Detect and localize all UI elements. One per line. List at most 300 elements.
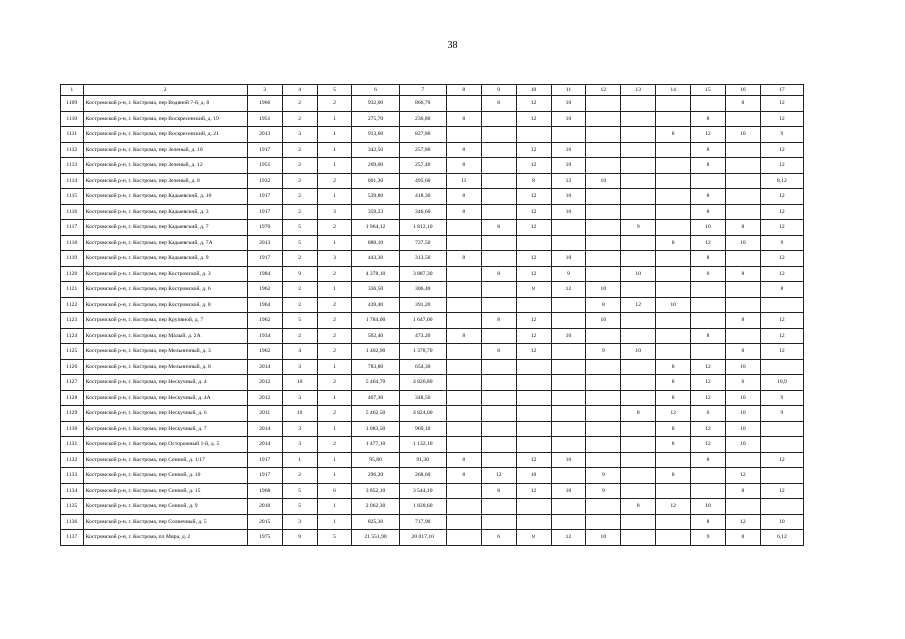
header-cell: 10 xyxy=(516,85,551,96)
table-cell xyxy=(656,204,691,220)
table-cell: 8 xyxy=(691,251,726,267)
address-cell: Костромской р-н, г. Кострома, пер Мельничный, д. 3 xyxy=(83,344,247,360)
table-cell: 418,30 xyxy=(399,189,446,205)
table-cell xyxy=(446,437,481,453)
table-cell: 8 xyxy=(656,468,691,484)
table-cell xyxy=(481,189,516,205)
table-cell xyxy=(656,220,691,236)
table-cell xyxy=(481,499,516,515)
table-cell: 12 xyxy=(725,514,760,530)
table-cell: 12 xyxy=(691,375,726,391)
table-cell: 342,50 xyxy=(352,142,399,158)
table-cell: 2 xyxy=(282,251,317,267)
table-cell: 10 xyxy=(551,452,586,468)
header-cell: 14 xyxy=(656,85,691,96)
table-cell xyxy=(656,142,691,158)
table-cell: 1135 xyxy=(61,499,84,515)
table-cell: 1 xyxy=(317,514,352,530)
table-cell xyxy=(446,421,481,437)
table-cell: 969,10 xyxy=(399,421,446,437)
table-cell: 473,20 xyxy=(399,328,446,344)
table-cell: 12 xyxy=(691,235,726,251)
table-cell: 1917 xyxy=(247,142,282,158)
table-cell xyxy=(481,406,516,422)
table-cell: 2014 xyxy=(247,359,282,375)
table-cell xyxy=(446,344,481,360)
table-cell: 2014 xyxy=(247,421,282,437)
table-cell: 8,12 xyxy=(760,173,803,189)
table-cell: 2 xyxy=(317,375,352,391)
table-cell xyxy=(551,514,586,530)
table-cell: 2015 xyxy=(247,514,282,530)
table-cell: 1132 xyxy=(61,452,84,468)
address-cell: Костромской р-н, г. Кострома, пер Зеленый, д. 8 xyxy=(83,173,247,189)
table-cell: 8 xyxy=(481,96,516,112)
table-cell: 2011 xyxy=(247,406,282,422)
table-cell: 1 828,60 xyxy=(399,499,446,515)
table-cell xyxy=(586,251,621,267)
table-cell xyxy=(551,220,586,236)
header-cell: 11 xyxy=(551,85,586,96)
address-cell: Костромской р-н, г. Кострома, пер Сенной, д. 15 xyxy=(83,483,247,499)
table-cell xyxy=(481,514,516,530)
table-cell: 866,70 xyxy=(399,96,446,112)
table-cell: 336,50 xyxy=(352,282,399,298)
table-cell: 10 xyxy=(691,499,726,515)
table-cell xyxy=(621,282,656,298)
table-cell xyxy=(551,375,586,391)
table-row xyxy=(61,483,804,499)
table-cell xyxy=(691,313,726,329)
table-cell: 12 xyxy=(760,483,803,499)
table-cell: 6 xyxy=(317,483,352,499)
table-row xyxy=(61,173,804,189)
table-cell: 12 xyxy=(516,483,551,499)
address-cell: Костромской р-н, г. Кострома, пер Воскресенский, д. 21 xyxy=(83,127,247,143)
address-cell: Костромской р-н, г. Кострома, пер Крупяной, д. 7 xyxy=(83,313,247,329)
table-cell: 3 887,30 xyxy=(399,266,446,282)
table-cell: 2 xyxy=(317,220,352,236)
table-cell: 10 xyxy=(551,189,586,205)
table-cell xyxy=(621,359,656,375)
table-row xyxy=(61,220,804,236)
table-cell: 8 xyxy=(691,142,726,158)
table-cell: 10 xyxy=(621,344,656,360)
table-cell: 2 xyxy=(317,173,352,189)
table-cell: 4 824,60 xyxy=(399,406,446,422)
table-cell: 8 xyxy=(656,359,691,375)
table-cell xyxy=(691,173,726,189)
table-cell xyxy=(586,359,621,375)
table-cell: 2 xyxy=(282,204,317,220)
table-cell: 1120 xyxy=(61,266,84,282)
table-cell: 783,80 xyxy=(352,359,399,375)
table-cell: 1122 xyxy=(61,297,84,313)
table-cell xyxy=(551,421,586,437)
table-cell xyxy=(725,189,760,205)
table-cell xyxy=(656,266,691,282)
address-cell: Костромской р-н, г. Кострома, пер Кадыевский, д. 9 xyxy=(83,251,247,267)
table-cell xyxy=(586,452,621,468)
table-cell xyxy=(516,514,551,530)
table-cell xyxy=(725,158,760,174)
table-cell: 2010 xyxy=(247,499,282,515)
table-row xyxy=(61,359,804,375)
table-cell: 10 xyxy=(691,220,726,236)
table-cell: 348,50 xyxy=(399,390,446,406)
table-cell xyxy=(446,406,481,422)
table-cell: 1133 xyxy=(61,468,84,484)
address-cell: Костромской р-н, г. Кострома, пер Кадыевский, д. 3 xyxy=(83,204,247,220)
table-cell: 12 xyxy=(760,452,803,468)
table-cell: 9 xyxy=(551,266,586,282)
address-cell: Костромской р-н, г. Кострома, пер Кадыевский, д. 7А xyxy=(83,235,247,251)
table-cell xyxy=(516,406,551,422)
table-cell: 8 xyxy=(516,173,551,189)
table-cell: 2 xyxy=(317,437,352,453)
table-cell xyxy=(621,313,656,329)
table-cell: 10 xyxy=(551,111,586,127)
table-cell: 269,00 xyxy=(352,158,399,174)
table-cell: 1123 xyxy=(61,313,84,329)
table-row xyxy=(61,452,804,468)
table-cell: 8 xyxy=(586,297,621,313)
table-cell xyxy=(691,282,726,298)
table-row xyxy=(61,158,804,174)
table-cell: 8 xyxy=(656,235,691,251)
table-row xyxy=(61,375,804,391)
table-row xyxy=(61,313,804,329)
table-cell xyxy=(586,189,621,205)
table-cell: 2 xyxy=(282,111,317,127)
table-cell xyxy=(725,142,760,158)
table-cell: 1 xyxy=(317,499,352,515)
table-cell: 502,40 xyxy=(352,328,399,344)
table-cell xyxy=(691,96,726,112)
table-cell: 1 784,00 xyxy=(352,313,399,329)
table-cell: 12 xyxy=(481,468,516,484)
table-cell: 8 xyxy=(481,313,516,329)
table-cell xyxy=(481,375,516,391)
table-cell xyxy=(586,111,621,127)
table-cell: 1 477,10 xyxy=(352,437,399,453)
table-cell: 443,30 xyxy=(352,251,399,267)
table-cell xyxy=(551,437,586,453)
address-cell: Костромской р-н, г. Кострома, пер Кадыевский, д. 7 xyxy=(83,220,247,236)
address-cell: Костромской р-н, г. Кострома, пер Воскресенский, д. 19 xyxy=(83,111,247,127)
table-cell xyxy=(551,297,586,313)
table-cell: 10 xyxy=(586,282,621,298)
table-cell: 12 xyxy=(725,468,760,484)
table-cell xyxy=(481,235,516,251)
table-cell: 1127 xyxy=(61,375,84,391)
table-cell: 9 xyxy=(691,530,726,546)
table-cell xyxy=(691,468,726,484)
table-cell: 8 xyxy=(481,344,516,360)
table-cell: 12 xyxy=(516,111,551,127)
table-cell: 1131 xyxy=(61,437,84,453)
table-row xyxy=(61,96,804,112)
table-cell: 8 xyxy=(481,266,516,282)
table-cell: 1 378,70 xyxy=(399,344,446,360)
table-cell: 11 xyxy=(446,173,481,189)
table-cell: 3 xyxy=(282,421,317,437)
table-cell: 1966 xyxy=(247,96,282,112)
table-cell xyxy=(725,328,760,344)
table-cell: 1112 xyxy=(61,142,84,158)
table-cell: 12 xyxy=(760,96,803,112)
table-cell: 257,80 xyxy=(399,142,446,158)
table-cell: 2012 xyxy=(247,375,282,391)
table-cell: 9 xyxy=(586,468,621,484)
table-row xyxy=(61,189,804,205)
table-cell: 1951 xyxy=(247,158,282,174)
table-cell: 8 xyxy=(725,266,760,282)
table-cell xyxy=(481,111,516,127)
table-cell xyxy=(691,344,726,360)
table-cell xyxy=(725,111,760,127)
table-cell: 12 xyxy=(760,344,803,360)
table-cell: 12 xyxy=(516,142,551,158)
table-cell: 1 xyxy=(282,452,317,468)
table-row xyxy=(61,437,804,453)
table-cell: 2013 xyxy=(247,127,282,143)
table-cell: 10 xyxy=(516,468,551,484)
table-cell: 932,00 xyxy=(352,96,399,112)
table-cell: 5 xyxy=(282,499,317,515)
table-cell: 1 xyxy=(317,158,352,174)
table-cell: 2 xyxy=(282,468,317,484)
table-cell xyxy=(725,173,760,189)
table-cell xyxy=(760,359,803,375)
table-cell xyxy=(656,158,691,174)
table-cell xyxy=(586,421,621,437)
table-cell xyxy=(621,189,656,205)
table-row xyxy=(61,514,804,530)
table-cell: 1114 xyxy=(61,173,84,189)
table-cell: 1970 xyxy=(247,220,282,236)
table-cell: 12 xyxy=(516,328,551,344)
header-cell: 17 xyxy=(760,85,803,96)
table-cell xyxy=(621,390,656,406)
table-cell xyxy=(446,220,481,236)
table-cell xyxy=(691,297,726,313)
table-cell: 268,60 xyxy=(399,468,446,484)
table-cell xyxy=(725,204,760,220)
table-cell: 8 xyxy=(656,390,691,406)
table-cell: 3 xyxy=(282,437,317,453)
table-row xyxy=(61,251,804,267)
table-cell: 12 xyxy=(656,499,691,515)
table-cell: 1 xyxy=(317,390,352,406)
table-cell: 827,80 xyxy=(399,127,446,143)
table-cell: 1 xyxy=(317,142,352,158)
table-cell: 1962 xyxy=(247,344,282,360)
table-cell xyxy=(621,328,656,344)
table-cell: 1 402,90 xyxy=(352,344,399,360)
table-cell xyxy=(586,158,621,174)
table-cell xyxy=(656,96,691,112)
table-cell: 12 xyxy=(760,204,803,220)
table-cell: 5 xyxy=(282,220,317,236)
table-cell xyxy=(481,437,516,453)
table-cell xyxy=(446,499,481,515)
table-cell xyxy=(621,111,656,127)
header-cell: 1 xyxy=(61,85,84,96)
table-cell xyxy=(760,468,803,484)
table-cell: 9 xyxy=(282,530,317,546)
table-cell: 4 378,10 xyxy=(352,266,399,282)
table-cell: 5 xyxy=(282,483,317,499)
table-cell: 539,80 xyxy=(352,189,399,205)
table-cell: 10 xyxy=(551,142,586,158)
header-cell: 12 xyxy=(586,85,621,96)
table-cell xyxy=(481,282,516,298)
table-cell xyxy=(551,313,586,329)
table-cell: 10 xyxy=(551,483,586,499)
table-cell: 1136 xyxy=(61,514,84,530)
table-cell: 8 xyxy=(516,282,551,298)
table-cell: 8 xyxy=(621,406,656,422)
table-cell: 1124 xyxy=(61,328,84,344)
table-cell: 12 xyxy=(516,158,551,174)
table-row xyxy=(61,266,804,282)
address-cell: Костромской р-н, г. Кострома, пер Сенной, д. 1/17 xyxy=(83,452,247,468)
table-cell xyxy=(551,406,586,422)
table-row xyxy=(61,344,804,360)
table-cell xyxy=(621,96,656,112)
address-cell: Костромской р-н, г. Кострома, пер Сенной, д. 10 xyxy=(83,468,247,484)
table-cell: 12 xyxy=(760,266,803,282)
table-cell: 346,60 xyxy=(399,204,446,220)
table-cell: 1951 xyxy=(247,111,282,127)
table-cell: 1 xyxy=(317,421,352,437)
table-cell: 1110 xyxy=(61,111,84,127)
table-cell xyxy=(551,127,586,143)
header-cell: 15 xyxy=(691,85,726,96)
table-cell xyxy=(621,251,656,267)
table-cell: 8 xyxy=(446,142,481,158)
table-cell: 8 xyxy=(656,375,691,391)
table-cell: 5 464,70 xyxy=(352,375,399,391)
header-cell: 5 xyxy=(317,85,352,96)
address-cell: Костромской р-н, г. Кострома, пер Нескучный, д. 4 xyxy=(83,375,247,391)
table-cell xyxy=(656,111,691,127)
table-cell: 8 xyxy=(446,251,481,267)
table-row xyxy=(61,499,804,515)
table-cell: 2 xyxy=(317,297,352,313)
table-row xyxy=(61,468,804,484)
table-cell: 296,20 xyxy=(352,468,399,484)
table-cell xyxy=(446,359,481,375)
table-cell: 12 xyxy=(516,189,551,205)
table-cell: 8 xyxy=(446,468,481,484)
table-cell xyxy=(621,204,656,220)
table-cell: 1128 xyxy=(61,390,84,406)
table-cell: 12 xyxy=(760,111,803,127)
table-cell: 12 xyxy=(760,313,803,329)
table-cell xyxy=(760,499,803,515)
table-cell: 1917 xyxy=(247,452,282,468)
table-cell: 2 xyxy=(317,344,352,360)
table-cell xyxy=(760,297,803,313)
table-cell xyxy=(516,421,551,437)
table-cell xyxy=(621,452,656,468)
table-cell xyxy=(481,452,516,468)
table-cell: 12 xyxy=(760,142,803,158)
table-cell: 3 xyxy=(282,390,317,406)
table-cell: 10 xyxy=(725,421,760,437)
table-cell: 8 xyxy=(691,158,726,174)
table-cell: 12 xyxy=(760,158,803,174)
table-row xyxy=(61,204,804,220)
header-cell: 3 xyxy=(247,85,282,96)
table-cell xyxy=(551,344,586,360)
table-cell: 12 xyxy=(760,328,803,344)
table-cell: 5 462,50 xyxy=(352,406,399,422)
table-cell: 12 xyxy=(516,220,551,236)
table-cell xyxy=(621,421,656,437)
table-cell: 2 xyxy=(317,266,352,282)
table-cell: 1116 xyxy=(61,204,84,220)
table-cell xyxy=(551,359,586,375)
table-cell: 10 xyxy=(621,266,656,282)
table-cell xyxy=(586,96,621,112)
table-cell xyxy=(481,421,516,437)
table-cell: 6,12 xyxy=(760,530,803,546)
table-cell xyxy=(586,499,621,515)
table-cell xyxy=(446,127,481,143)
table-cell: 12 xyxy=(516,96,551,112)
table-cell: 12 xyxy=(760,251,803,267)
table-cell: 1917 xyxy=(247,468,282,484)
table-cell xyxy=(446,266,481,282)
table-cell: 1121 xyxy=(61,282,84,298)
table-cell xyxy=(551,390,586,406)
address-cell: Костромской р-н, г. Кострома, пер Нескучный, д. 4А xyxy=(83,390,247,406)
table-cell: 5 xyxy=(317,530,352,546)
table-cell xyxy=(621,530,656,546)
table-cell: 1917 xyxy=(247,204,282,220)
table-cell: 9 xyxy=(760,235,803,251)
table-cell: 1962 xyxy=(247,313,282,329)
table-cell: 10,9 xyxy=(760,375,803,391)
table-cell: 12 xyxy=(551,173,586,189)
table-cell: 8 xyxy=(691,328,726,344)
table-cell: 8 xyxy=(656,421,691,437)
table-cell: 91,30 xyxy=(399,452,446,468)
address-cell: Костромской р-н, г. Кострома, пер Костромской, д. 3 xyxy=(83,266,247,282)
table-cell: 6 xyxy=(481,530,516,546)
table-cell: 2 xyxy=(282,282,317,298)
header-cell: 4 xyxy=(282,85,317,96)
table-cell: 9 xyxy=(621,220,656,236)
address-cell: Костромской р-н, г. Кострома, пер Зеленый, д. 12 xyxy=(83,158,247,174)
housing-table xyxy=(60,84,804,546)
table-cell: 9 xyxy=(586,344,621,360)
table-cell: 257,40 xyxy=(399,158,446,174)
table-cell xyxy=(656,328,691,344)
table-cell xyxy=(725,282,760,298)
table-cell xyxy=(586,437,621,453)
header-cell: 8 xyxy=(446,85,481,96)
table-cell xyxy=(481,127,516,143)
table-cell xyxy=(586,204,621,220)
table-cell: 2013 xyxy=(247,235,282,251)
table-cell: 10 xyxy=(586,313,621,329)
table-cell xyxy=(656,313,691,329)
table-cell: 6 xyxy=(691,406,726,422)
